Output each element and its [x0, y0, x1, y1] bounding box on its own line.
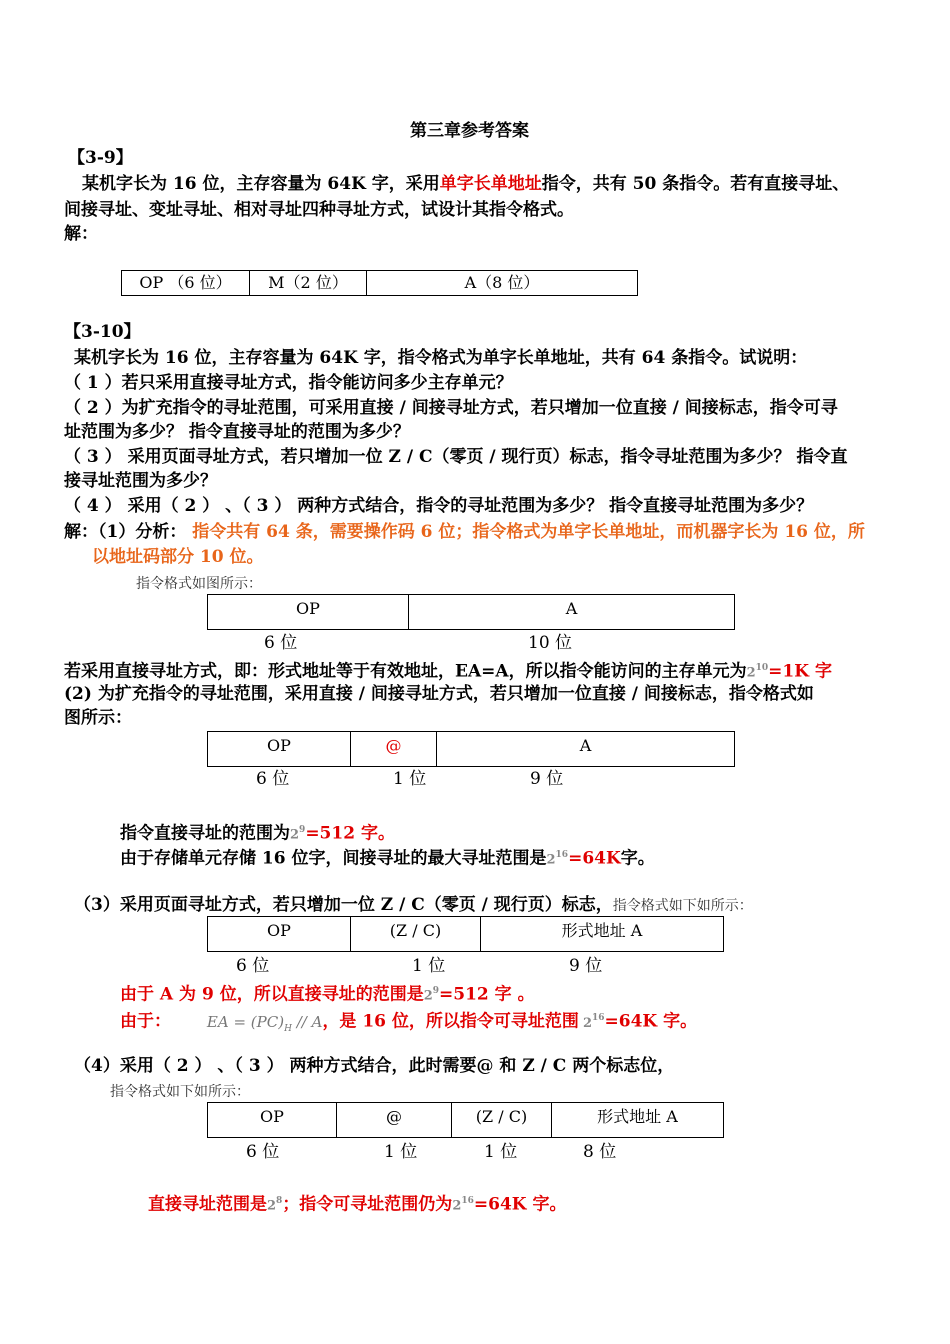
fmt-note-4: 指令格式如下如所示： [110, 1084, 250, 1100]
ans2-direct-result: =512 字。 [305, 823, 395, 844]
ans2-direct-base: 2 [290, 827, 300, 843]
ans2-indirect-text: 由于存储单元存储 16 位字，间接寻址的最大寻址范围是 [120, 848, 547, 869]
ans2-indirect-base: 2 [546, 852, 556, 868]
ans2-direct-exp: 9 [299, 825, 306, 835]
ans3-formula-main: EA = (PC) [206, 1012, 285, 1031]
fmt1-bits-a: 10 位 [528, 633, 573, 653]
ans3-total-prefix: 由于： [120, 1011, 171, 1032]
fmt2-field-op: OP [208, 732, 351, 766]
ans4-line1: （4）采用（ 2 ） 、（ 3 ） 两种方式结合，此时需要@ 和 Z / C 两个标志位， [74, 1056, 675, 1076]
q39-line1 [82, 173, 849, 195]
fmt2-bits-indirect: 1 位 [393, 769, 427, 789]
ans4-direct-base: 2 [267, 1198, 277, 1214]
fmt4-field-op: OP [208, 1103, 337, 1137]
ans2-indirect-result: =64K [568, 848, 621, 869]
q310-q2b: 址范围为多少？ 指令直接寻址的范围为多少？ [64, 422, 410, 442]
fmt1-bits-op: 6 位 [264, 633, 298, 653]
ans1-result: =1K 字 [768, 661, 832, 682]
fmt4-field-a: 形式地址 A [597, 1107, 678, 1126]
ans3-total-base: 2 [582, 1015, 592, 1031]
fmt3-bits-zc: 1 位 [412, 956, 446, 976]
q310-intro: 某机字长为 16 位，主存容量为 64K 字，指令格式为单字长单地址，共有 64 条指令。试说明： [74, 348, 808, 368]
fmt3-field-op: OP [208, 917, 351, 951]
fmt4-bits-a: 8 位 [583, 1142, 617, 1162]
q310-q4: （ 4 ） 采用（ 2 ） 、（ 3 ） 两种方式结合，指令的寻址范围为多少？ 指令直接寻址范围为多少？ [64, 496, 814, 516]
fmt-note-1: 指令格式如图所示： [136, 576, 262, 592]
fmt1-field-op: OP [208, 595, 409, 629]
question-tag-3-9: 【3-9】 [68, 148, 133, 168]
ans1-conclusion-text: 若采用直接寻址方式，即：形式地址等于有效地址，EA=A，所以指令能访问的主存单元为 [64, 661, 747, 682]
q310-q1: （ 1 ）若只采用直接寻址方式，指令能访问多少主存单元？ [64, 373, 513, 393]
ans3-total-exp: 16 [591, 1013, 605, 1023]
q39-line1c: 指令，共有 50 条指令。若有直接寻址、 [541, 174, 850, 194]
fmt4-field-zc: (Z / C) [452, 1103, 552, 1137]
ans2-indirect-unit: 字。 [620, 848, 655, 869]
q39-format-table [121, 270, 638, 296]
ans3-total-text: ，是 16 位，所以指令可寻址范围 [322, 1011, 579, 1032]
ans4-direct-text: 直接寻址范围是 [148, 1194, 267, 1215]
ans2-line2: 图所示： [64, 708, 132, 728]
ans3-total-result: =64K 字。 [604, 1011, 698, 1032]
fmt2-bits-op: 6 位 [256, 769, 290, 789]
fmt2-field-a: A [579, 736, 592, 755]
q39-solution-label: 解： [64, 224, 98, 244]
fmt3-field-a: 形式地址 A [561, 921, 643, 940]
ans1-line1 [64, 521, 865, 543]
ans3-direct-base: 2 [423, 988, 433, 1004]
ans3-formula [206, 1012, 323, 1034]
fmt4-bits-op: 6 位 [246, 1142, 280, 1162]
q39-highlight: 单字长单地址 [439, 174, 542, 194]
ans2-direct-text: 指令直接寻址的范围为 [120, 823, 290, 844]
page-title: 第三章参考答案 [410, 121, 529, 141]
ans3-text: （3）采用页面寻址方式，若只增加一位 Z / C（零页 / 现行页）标志， [74, 895, 613, 915]
ans2-direct-range [120, 819, 395, 847]
fmt1-field-a: A [565, 599, 578, 618]
ans1-label: 解：（1）分析： [64, 522, 187, 542]
q39-field-m: M（2 位） [250, 271, 367, 295]
fmt4-bits-zc: 1 位 [484, 1142, 518, 1162]
q39-line1a: 某机字长为 16 位，主存容量为 64K 字，采用 [82, 174, 440, 194]
ans2-line1: (2) 为扩充指令的寻址范围，采用直接 / 间接寻址方式，若只增加一位直接 / 间接标志，指令格式如 [64, 684, 814, 704]
fmt3-bits-op: 6 位 [236, 956, 270, 976]
ans3-total-range [120, 1007, 697, 1040]
ans1-analysis-a: 指令共有 64 条，需要操作码 6 位；指令格式为单字长单地址，而机器字长为 16 位，所 [192, 522, 865, 542]
ans3-direct-result: =512 字 。 [439, 984, 535, 1005]
question-tag-3-10: 【3-10】 [64, 322, 141, 342]
fmt2-field-indirect: @ [351, 732, 437, 766]
ans4-direct-exp: 8 [276, 1196, 283, 1206]
q310-q3a: （ 3 ） 采用页面寻址方式，若只增加一位 Z / C（零页 / 现行页）标志，指令寻址范围为多少？ 指令直 [64, 447, 848, 467]
ans3-line1 [74, 894, 753, 917]
ans2-indirect-range [120, 844, 655, 872]
q39-field-op: OP （6 位） [122, 271, 250, 295]
ans1-conclusion [64, 657, 832, 685]
ans4-total-result: =64K 字。 [473, 1194, 567, 1215]
q39-line2: 间接寻址、变址寻址、相对寻址四种寻址方式，试设计其指令格式。 [64, 200, 574, 220]
fmt2-table [207, 731, 735, 767]
q39-field-a: A（8 位） [464, 273, 540, 292]
fmt1-table [207, 594, 735, 630]
ans1-power-base: 2 [746, 665, 756, 681]
ans1-analysis-b: 以地址码部分 10 位。 [92, 547, 264, 567]
fmt3-table [207, 916, 724, 952]
ans4-conclusion [148, 1190, 567, 1218]
ans4-total-base: 2 [452, 1198, 462, 1214]
ans3-formula-tail: // A [291, 1012, 323, 1031]
fmt4-table [207, 1102, 724, 1138]
fmt2-bits-a: 9 位 [530, 769, 564, 789]
fmt3-bits-a: 9 位 [569, 956, 603, 976]
ans4-total-text: ；指令可寻址范围仍为 [282, 1194, 453, 1215]
ans3-note: 指令格式如下如所示： [612, 898, 753, 914]
ans3-direct-range [120, 980, 535, 1008]
q310-q3b: 接寻址范围为多少？ [64, 471, 217, 491]
fmt3-field-zc: (Z / C) [351, 917, 481, 951]
ans3-direct-exp: 9 [432, 986, 440, 996]
fmt4-bits-indirect: 1 位 [384, 1142, 418, 1162]
fmt4-field-indirect: @ [337, 1103, 452, 1137]
ans2-indirect-exp: 16 [555, 850, 569, 860]
ans3-direct-text: 由于 A 为 9 位，所以直接寻址的范围是 [120, 984, 424, 1005]
ans1-power-exp: 10 [755, 663, 769, 673]
q310-q2a: （ 2 ）为扩充指令的寻址范围，可采用直接 / 间接寻址方式，若只增加一位直接 / 间接标志，指令可寻 [64, 398, 838, 418]
ans4-total-exp: 16 [461, 1196, 474, 1206]
ans3-formula-sub: H [284, 1023, 292, 1034]
